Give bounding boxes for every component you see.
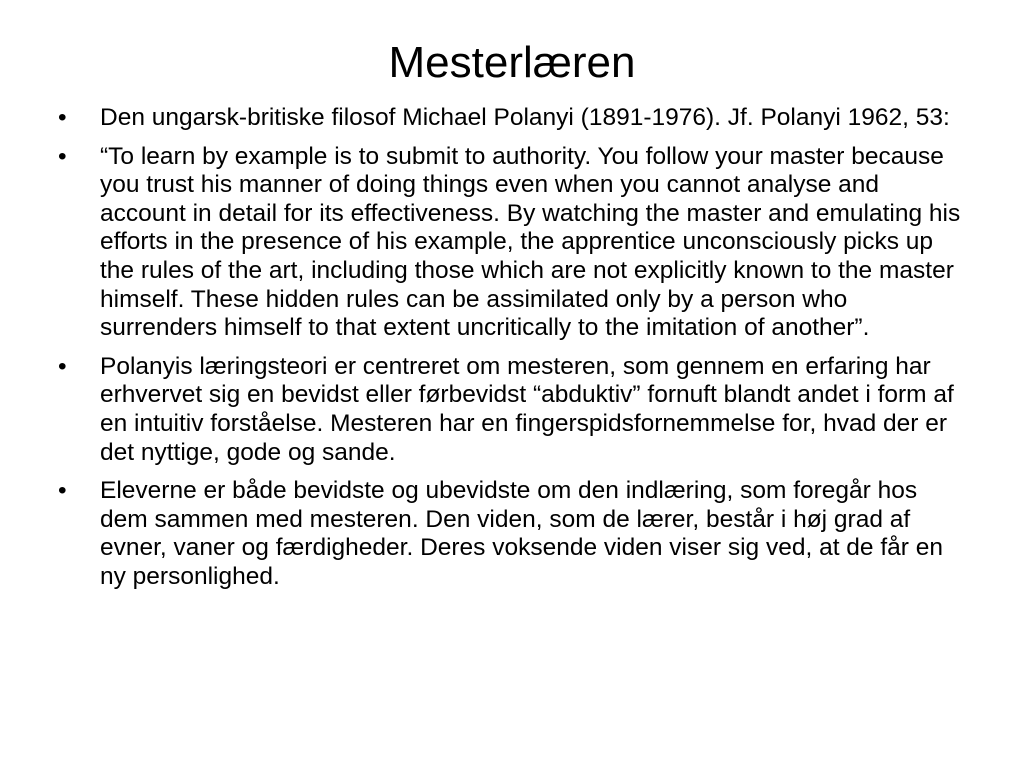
bullet-item-students	[58, 477, 968, 591]
bullet-item-learning-theory	[58, 353, 968, 467]
slide-title: Mesterlæren	[388, 38, 636, 87]
bullet-marker: •	[58, 104, 67, 131]
bullet-marker: •	[58, 142, 67, 170]
bullet-marker: •	[58, 352, 67, 380]
bullet-text: Den ungarsk-britiske filosof Michael Polanyi (1891-1976). Jf. Polanyi 1962, 53:	[100, 104, 950, 131]
bullet-text: “To learn by example is to submit to authority. You follow your master because you trust his manner of doing things even when you cannot analyse and account in detail for its effectiveness. By watching the master and emulating his efforts in the presence of his example, the apprentice unconsciously picks up the rules of the art, including those which are not explicitly known to the master himself. These hidden rules can be assimilated only by a person who surrenders himself to that extent uncritically to the imitation of another”.	[100, 142, 961, 342]
bullet-marker: •	[58, 477, 67, 505]
bullet-text: Eleverne er både bevidste og ubevidste om den indlæring, som foregår hos dem sammen med mesteren. Den viden, som de lærer, består i høj grad af evner, vaner og færdigheder. Deres voksende viden viser sig ved, at de får en ny personlighed.	[100, 477, 944, 590]
bullet-list	[58, 104, 968, 602]
bullet-item-polanyi	[58, 104, 968, 133]
bullet-item-quote	[58, 143, 968, 343]
bullet-text: Polanyis læringsteori er centreret om mesteren, som gennem en erfaring har erhvervet sig en bevidst eller førbevidst “abduktiv” fornuft blandt andet i form af en intuitiv forståelse. Mesteren har en fingerspidsfornemmelse for, hvad der er det nyttige, gode og sande.	[100, 352, 954, 466]
